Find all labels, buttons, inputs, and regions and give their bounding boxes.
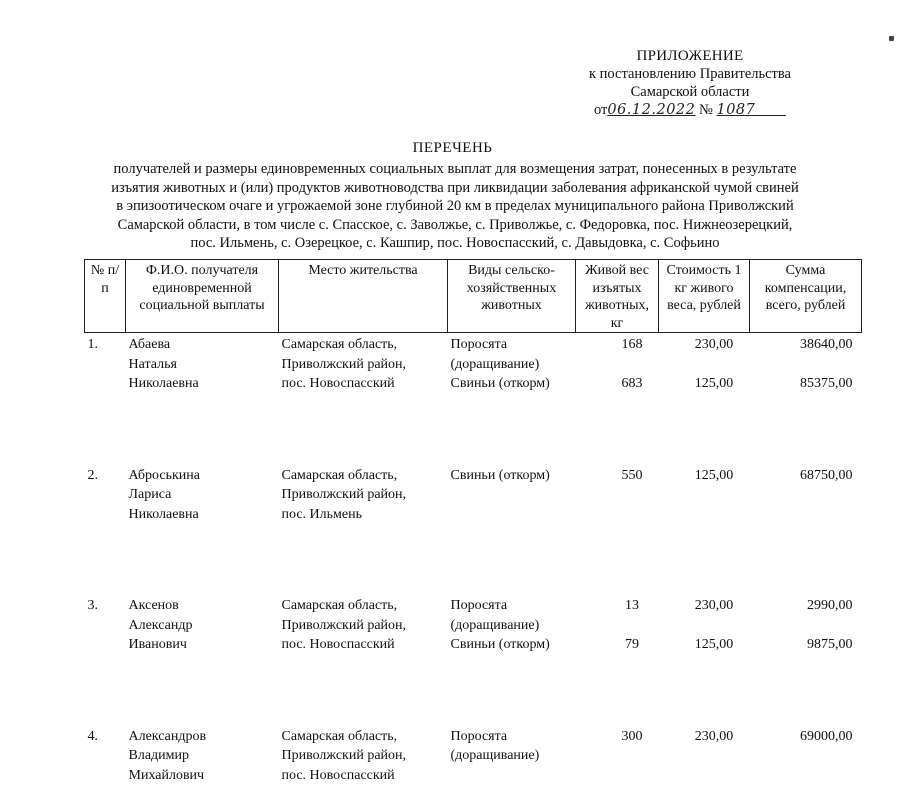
column-header-animal-kind: Виды сельско-хозяйственных животных [448, 260, 576, 333]
weight-value [579, 746, 656, 766]
appendix-heading: ПРИЛОЖЕНИЕ [575, 47, 805, 65]
cost-value [662, 766, 747, 785]
total-value: 85375,00 [753, 374, 859, 394]
number-underline [755, 102, 786, 118]
animal-kind [448, 524, 576, 655]
column-header-number: № п/п [85, 260, 126, 333]
total-compensation [750, 394, 862, 525]
appendix-line-1: к постановлению Правительства [575, 65, 805, 83]
animal-kind [448, 655, 576, 785]
name-line: Николаевна [129, 374, 276, 394]
cost-value [662, 746, 747, 766]
weight-value [579, 616, 656, 636]
address-line: Самарская область, [282, 466, 445, 486]
cost-value: 125,00 [662, 466, 747, 486]
live-weight [576, 333, 659, 394]
description-line: пос. Ильмень, с. Озерецкое, с. Кашпир, пос. Новоспасский, с. Давыдовка, с. Софьино [85, 234, 825, 253]
total-compensation [750, 524, 862, 655]
row-number: 1. [85, 333, 126, 394]
kind-line: (доращивание) [451, 355, 573, 375]
kind-line: (доращивание) [451, 616, 573, 636]
table-row [85, 524, 862, 655]
weight-value: 683 [579, 374, 656, 394]
kind-line: Свиньи (откорм) [451, 466, 573, 486]
weight-value: 168 [579, 335, 656, 355]
cost-value: 230,00 [662, 727, 747, 747]
kind-line: (доращивание) [451, 746, 573, 766]
total-value: 9875,00 [753, 635, 859, 655]
weight-value: 13 [579, 596, 656, 616]
total-value [753, 766, 859, 785]
total-compensation [750, 333, 862, 394]
residence [279, 333, 448, 394]
address-line: пос. Новоспасский [282, 766, 445, 785]
recipient-name [126, 394, 279, 525]
address-line: Приволжский район, [282, 355, 445, 375]
name-line: Михайлович [129, 766, 276, 785]
address-line: Приволжский район, [282, 746, 445, 766]
total-value: 69000,00 [753, 727, 859, 747]
address-line: Приволжский район, [282, 485, 445, 505]
cost-value: 125,00 [662, 635, 747, 655]
name-line: Иванович [129, 635, 276, 655]
name-line: Владимир [129, 746, 276, 766]
appendix-dateline [575, 101, 805, 119]
row-number: 3. [85, 524, 126, 655]
kind-line: Свиньи (откорм) [451, 374, 573, 394]
live-weight [576, 394, 659, 525]
cost-value: 125,00 [662, 374, 747, 394]
column-header-live-weight: Живой вес изъятых животных, кг [576, 260, 659, 333]
table-row [85, 394, 862, 525]
name-line: Абаева [129, 335, 276, 355]
description-line: получателей и размеры единовременных социальных выплат для возмещения затрат, понесенных в результате [85, 160, 825, 179]
table-row [85, 333, 862, 394]
table-row [85, 655, 862, 785]
address-line: пос. Новоспасский [282, 635, 445, 655]
total-value: 68750,00 [753, 466, 859, 486]
document-title: ПЕРЕЧЕНЬ [0, 140, 905, 157]
weight-value [579, 355, 656, 375]
kind-line [451, 485, 573, 505]
weight-value [579, 505, 656, 525]
name-line: Аброськина [129, 466, 276, 486]
column-header-address: Место жительства [279, 260, 448, 333]
kind-line: Свиньи (откорм) [451, 635, 573, 655]
cost-value: 230,00 [662, 335, 747, 355]
row-number: 2. [85, 394, 126, 525]
column-header-cost-per-kg: Стоимость 1 кг живого веса, рублей [659, 260, 750, 333]
cost-value [662, 485, 747, 505]
total-compensation [750, 655, 862, 785]
cost-per-kg [659, 524, 750, 655]
animal-kind [448, 394, 576, 525]
cost-per-kg [659, 333, 750, 394]
address-line: Приволжский район, [282, 616, 445, 636]
cost-value [662, 355, 747, 375]
animal-kind [448, 333, 576, 394]
recipient-name [126, 524, 279, 655]
appendix-line-2: Самарской области [575, 83, 805, 101]
total-value [753, 355, 859, 375]
recipients-table [84, 259, 862, 785]
total-value [753, 616, 859, 636]
column-header-name: Ф.И.О. получателя единовременной социальной выплаты [126, 260, 279, 333]
kind-line: Поросята [451, 596, 573, 616]
name-line: Александров [129, 727, 276, 747]
name-line: Николаевна [129, 505, 276, 525]
total-value: 2990,00 [753, 596, 859, 616]
address-line: Самарская область, [282, 727, 445, 747]
description-line: изъятия животных и (или) продуктов животноводства при ликвидации заболевания африканской чумой свиней [85, 179, 825, 198]
cost-per-kg [659, 655, 750, 785]
handwritten-date: 06.12.2022 [607, 102, 695, 118]
weight-value: 550 [579, 466, 656, 486]
residence [279, 655, 448, 785]
table-header-row [85, 260, 862, 333]
weight-value [579, 485, 656, 505]
name-line: Лариса [129, 485, 276, 505]
kind-line: Поросята [451, 335, 573, 355]
cost-value: 230,00 [662, 596, 747, 616]
cost-value [662, 505, 747, 525]
kind-line [451, 505, 573, 525]
number-sign: № [699, 102, 713, 118]
column-header-total: Сумма компенсации, всего, рублей [750, 260, 862, 333]
name-line: Александр [129, 616, 276, 636]
cost-per-kg [659, 394, 750, 525]
live-weight [576, 655, 659, 785]
weight-value [579, 766, 656, 785]
total-value [753, 746, 859, 766]
total-value [753, 485, 859, 505]
address-line: пос. Новоспасский [282, 374, 445, 394]
residence [279, 394, 448, 525]
handwritten-number: 1087 [716, 102, 755, 118]
address-line: Самарская область, [282, 596, 445, 616]
weight-value: 79 [579, 635, 656, 655]
appendix-block [575, 47, 805, 119]
weight-value: 300 [579, 727, 656, 747]
scan-mark [889, 36, 894, 41]
row-number: 4. [85, 655, 126, 785]
description-line: Самарской области, в том числе с. Спасское, с. Заволжье, с. Приволжье, с. Федоровка, пос. Нижнеозерецкий, [85, 216, 825, 235]
total-value [753, 505, 859, 525]
document-description [85, 160, 825, 253]
live-weight [576, 524, 659, 655]
recipient-name [126, 655, 279, 785]
address-line: Самарская область, [282, 335, 445, 355]
kind-line: Поросята [451, 727, 573, 747]
kind-line [451, 766, 573, 785]
recipient-name [126, 333, 279, 394]
residence [279, 524, 448, 655]
address-line: пос. Ильмень [282, 505, 445, 525]
total-value: 38640,00 [753, 335, 859, 355]
name-line: Наталья [129, 355, 276, 375]
from-prefix: от [594, 102, 607, 118]
cost-value [662, 616, 747, 636]
name-line: Аксенов [129, 596, 276, 616]
description-line: в эпизоотическом очаге и угрожаемой зоне глубиной 20 км в пределах муниципального района Приволжский [85, 197, 825, 216]
